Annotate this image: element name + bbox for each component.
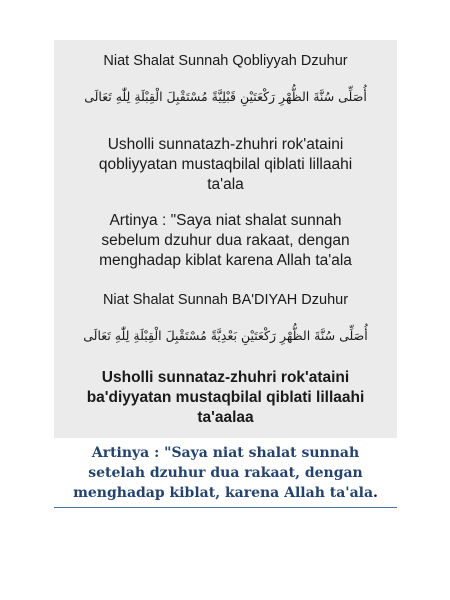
badiyah-meaning-line-2: setelah dzuhur dua rakaat, dengan — [88, 465, 363, 481]
qobliyyah-title: Niat Shalat Sunnah Qobliyyah Dzuhur — [103, 53, 348, 69]
qobliyyah-meaning-line-1: Artinya : "Saya niat shalat sunnah — [109, 212, 342, 229]
qobliyyah-meaning-line-2: sebelum dzuhur dua rakaat, dengan — [101, 232, 350, 249]
badiyah-meaning-line-1: Artinya : "Saya niat shalat sunnah — [91, 445, 360, 461]
badiyah-latin-line-3: ta'aalaa — [197, 409, 254, 426]
badiyah-latin-line-1: Usholli sunnataz-zhuhri rok'ataini — [101, 369, 350, 386]
badiyah-latin-line-2: ba'diyyatan mustaqbilal qiblati lillaahi — [86, 389, 365, 406]
badiyah-meaning-line-3 — [54, 484, 397, 503]
qobliyyah-meaning-line-3: menghadap kiblat karena Allah ta'ala — [99, 252, 352, 269]
badiyah-title: Niat Shalat Sunnah BA'DIYAH Dzuhur — [102, 292, 349, 308]
badiyah-arabic: أُصَلِّى سُنَّةَ الظُّهْرِ رَكْعَتَيْنِ بَعْدِيَّةً مُسْتَقْبِلَ الْقِبْلَةِ لِلّٰهِ تَعَالَى — [83, 328, 368, 343]
badiyah-meaning-line-3-text: menghadap kiblat, karena Allah ta'ala — [73, 485, 374, 501]
qobliyyah-latin-line-2: qobliyyatan mustaqbilal qiblati lillaahi — [98, 156, 353, 173]
qobliyyah-latin-line-1: Usholli sunnatazh-zhuhri rok'ataini — [107, 136, 344, 153]
qobliyyah-arabic: أُصَلِّى سُنَّةَ الظُّهْرِ رَكْعَتَيْنِ قَبْلِيَّةً مُسْتَقْبِلَ الْقِبْلَةِ لِلّٰهِ تَعَالَى — [84, 89, 367, 104]
badiyah-meaning-period: . — [373, 485, 378, 501]
bottom-divider — [54, 507, 397, 508]
qobliyyah-latin-line-3: ta'ala — [207, 176, 244, 193]
